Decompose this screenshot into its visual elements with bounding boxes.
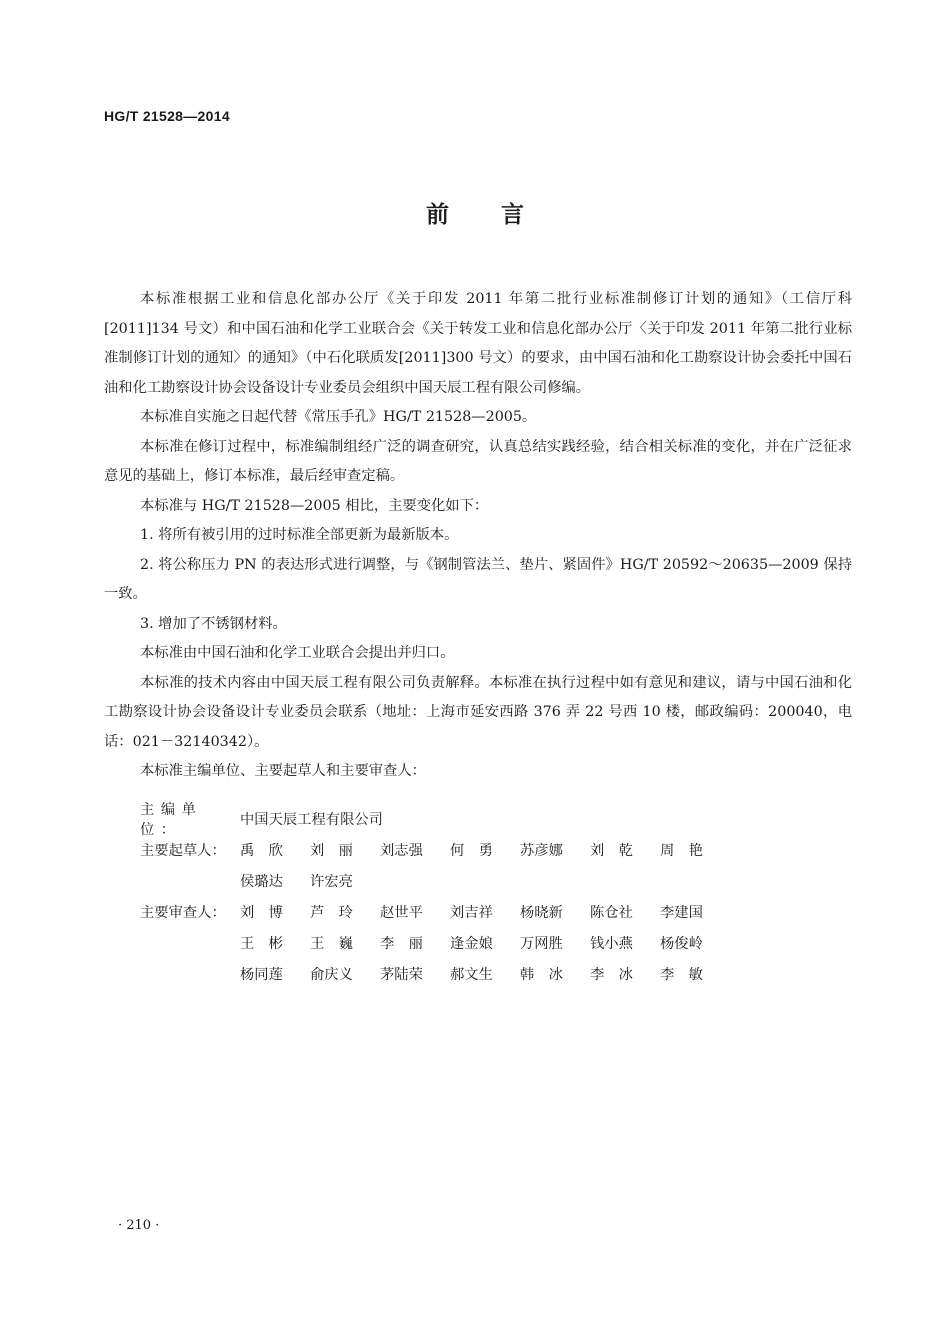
drafter-name: 刘志强: [380, 842, 423, 859]
reviewer-name: 韩 冰: [520, 966, 563, 983]
paragraph-revision-process: 本标准在修订过程中，标准编制组经广泛的调查研究，认真总结实践经验，结合相关标准的变化，并在广泛征求意见的基础上，修订本标准，最后经审查定稿。: [104, 438, 852, 484]
page-number: · 210 ·: [118, 1218, 160, 1233]
drafter-name: 刘 乾: [590, 842, 633, 859]
paragraph-change-1: 1. 将所有被引用的过时标准全部更新为最新版本。: [140, 527, 459, 543]
reviewer-name: 茅陆荣: [380, 966, 423, 983]
reviewer-name: 杨晓新: [520, 904, 563, 921]
reviewer-name: 李建国: [660, 904, 703, 921]
page-title: [0, 196, 950, 229]
reviewer-name: 逢金娘: [450, 935, 493, 952]
reviewer-name: 万网胜: [520, 935, 563, 952]
reviewer-name: 杨同莲: [240, 966, 283, 983]
reviewer-name: 杨俊岭: [660, 935, 703, 952]
drafter-name: 侯璐达: [240, 873, 283, 890]
reviewer-name: 俞庆义: [310, 966, 353, 983]
paragraph-basis: 本标准根据工业和信息化部办公厅《关于印发 2011 年第二批行业标准制修订计划的通知》（工信厅科[2011]134 号文）和中国石油和化学工业联合会《关于转发工业和信息化部办公厅〈关于印发 2011 年第二批行业标准制修订计划的通知〉的通知》（中石化联质发[2011]300 号文）的要求，由中国石油和化工勘察设计协会委托中国石油和化工勘察设计协会设备设计专业委员会组织中国天辰工程有限公司修编。: [104, 291, 852, 396]
reviewers-label: 主要审查人：: [140, 904, 226, 921]
paragraph-interpretation: 本标准的技术内容由中国天辰工程有限公司负责解释。本标准在执行过程中如有意见和建议，请与中国石油和化工勘察设计协会设备设计专业委员会联系（地址：上海市延安西路 376 弄 22 号西 10 楼，邮政编码：200040，电话：021－32140342）。: [104, 674, 852, 750]
reviewer-name: 芦 玲: [310, 904, 353, 921]
drafters-row: [140, 834, 730, 865]
reviewer-name: 刘 博: [240, 904, 283, 921]
reviewer-name: 钱小燕: [590, 935, 633, 952]
drafter-name: 禹 欣: [240, 842, 283, 859]
drafters-row-2: [140, 865, 730, 896]
reviewer-name: 王 彬: [240, 935, 283, 952]
reviewer-name: 郝文生: [450, 966, 493, 983]
editor-label: 主编单位：: [140, 801, 203, 838]
foreword-body: [104, 285, 852, 787]
reviewers-row: [140, 896, 730, 927]
contributors-list: [140, 803, 730, 989]
drafter-name: 刘 丽: [310, 842, 353, 859]
title-char-1: 前: [426, 202, 449, 228]
reviewer-name: 赵世平: [380, 904, 423, 921]
reviewer-name: 王 巍: [310, 935, 353, 952]
paragraph-replaces: 本标准自实施之日起代替《常压手孔》HG/T 21528—2005。: [140, 409, 537, 425]
drafters-label: 主要起草人：: [140, 842, 226, 859]
drafter-name: 周 艳: [660, 842, 703, 859]
drafter-name: 何 勇: [450, 842, 493, 859]
title-char-2: 言: [501, 202, 524, 228]
reviewers-row-2: [140, 927, 730, 958]
drafter-name: 许宏亮: [310, 873, 353, 890]
editor-value: 中国天辰工程有限公司: [240, 811, 383, 828]
reviewer-name: 刘吉祥: [450, 904, 493, 921]
paragraph-changes-intro: 本标准与 HG/T 21528—2005 相比，主要变化如下：: [140, 497, 489, 514]
standard-code: HG/T 21528—2014: [104, 108, 230, 124]
paragraph-change-2: 2. 将公称压力 PN 的表达形式进行调整，与《钢制管法兰、垫片、紧固件》HG/T 20592～20635—2009 保持一致。: [104, 556, 852, 602]
reviewer-name: 李 冰: [590, 966, 633, 983]
paragraph-proposed-by: 本标准由中国石油和化学工业联合会提出并归口。: [140, 645, 455, 661]
drafter-name: 苏彦娜: [520, 842, 563, 859]
editor-row: [140, 801, 730, 838]
reviewers-row-3: [140, 958, 730, 989]
paragraph-contributors-intro: 本标准主编单位、主要起草人和主要审查人：: [140, 763, 426, 779]
paragraph-change-3: 3. 增加了不锈钢材料。: [140, 615, 287, 632]
reviewer-name: 陈仓社: [590, 904, 633, 921]
reviewer-name: 李 丽: [380, 935, 423, 952]
reviewer-name: 李 敏: [660, 966, 703, 983]
